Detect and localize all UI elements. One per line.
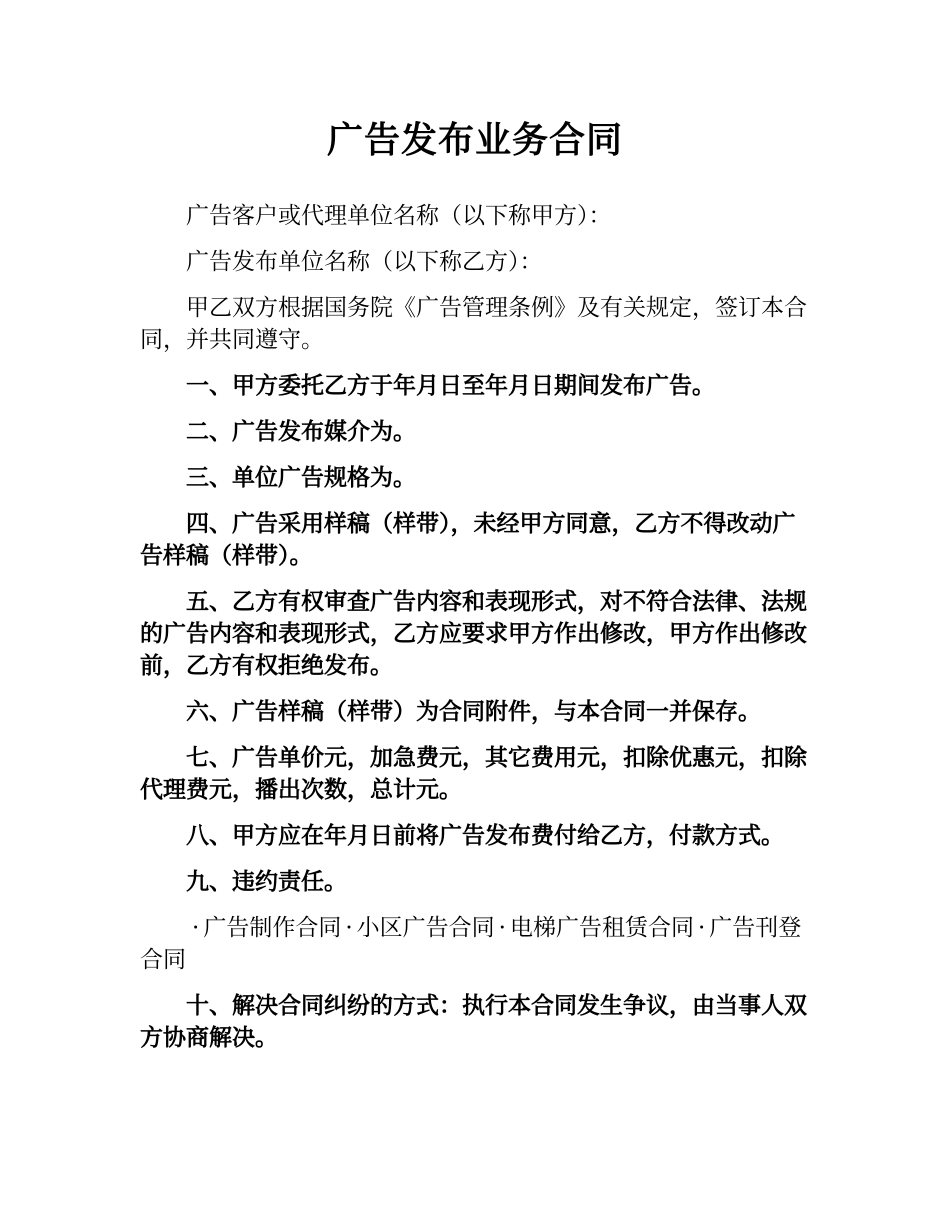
bullet-separator: · [697, 915, 706, 941]
related-link-residential-ad[interactable]: 小区广告合同 [356, 915, 495, 941]
clause-5: 五、乙方有权审查广告内容和表现形式，对不符合法律、法规的广告内容和表现形式，乙方应要求甲方作出修改，甲方作出修改前，乙方有权拒绝发布。 [140, 589, 807, 679]
clause-8: 八、甲方应在年月日前将广告发布费付给乙方，付款方式。 [186, 823, 784, 849]
clause-4: 四、广告采用样稿（样带），未经甲方同意，乙方不得改动广告样稿（样带）。 [140, 511, 796, 569]
clause-9: 九、违约责任。 [186, 869, 347, 895]
clause-1: 一、甲方委托乙方于年月日至年月日期间发布广告。 [186, 373, 715, 399]
related-contracts-list [140, 912, 812, 976]
bullet-separator: · [498, 915, 506, 941]
clause-3: 三、单位广告规格为。 [186, 465, 416, 491]
party-a-line: 广告客户或代理单位名称（以下称甲方）： [186, 203, 612, 229]
bullet-separator: · [345, 915, 353, 941]
clause-2: 二、广告发布媒介为。 [186, 419, 416, 445]
party-b-line: 广告发布单位名称（以下称乙方）： [186, 249, 543, 275]
bullet-separator: · [192, 915, 200, 941]
related-link-ad-publication[interactable]: 广告刊登合同 [140, 915, 802, 973]
related-link-ad-production[interactable]: 广告制作合同 [203, 915, 342, 941]
related-link-elevator-ad-lease[interactable]: 电梯广告租赁合同 [509, 915, 694, 941]
clause-10: 十、解决合同纠纷的方式：执行本合同发生争议，由当事人双方协商解决。 [140, 993, 807, 1051]
document-title: 广告发布业务合同 [326, 120, 623, 161]
clause-6: 六、广告样稿（样带）为合同附件，与本合同一并保存。 [186, 699, 761, 725]
preamble: 甲乙双方根据国务院《广告管理条例》及有关规定，签订本合同，并共同遵守。 [140, 295, 807, 353]
clause-7: 七、广告单价元，加急费元，其它费用元，扣除优惠元，扣除代理费元，播出次数，总计元。 [140, 745, 807, 803]
document-body [140, 200, 812, 1068]
